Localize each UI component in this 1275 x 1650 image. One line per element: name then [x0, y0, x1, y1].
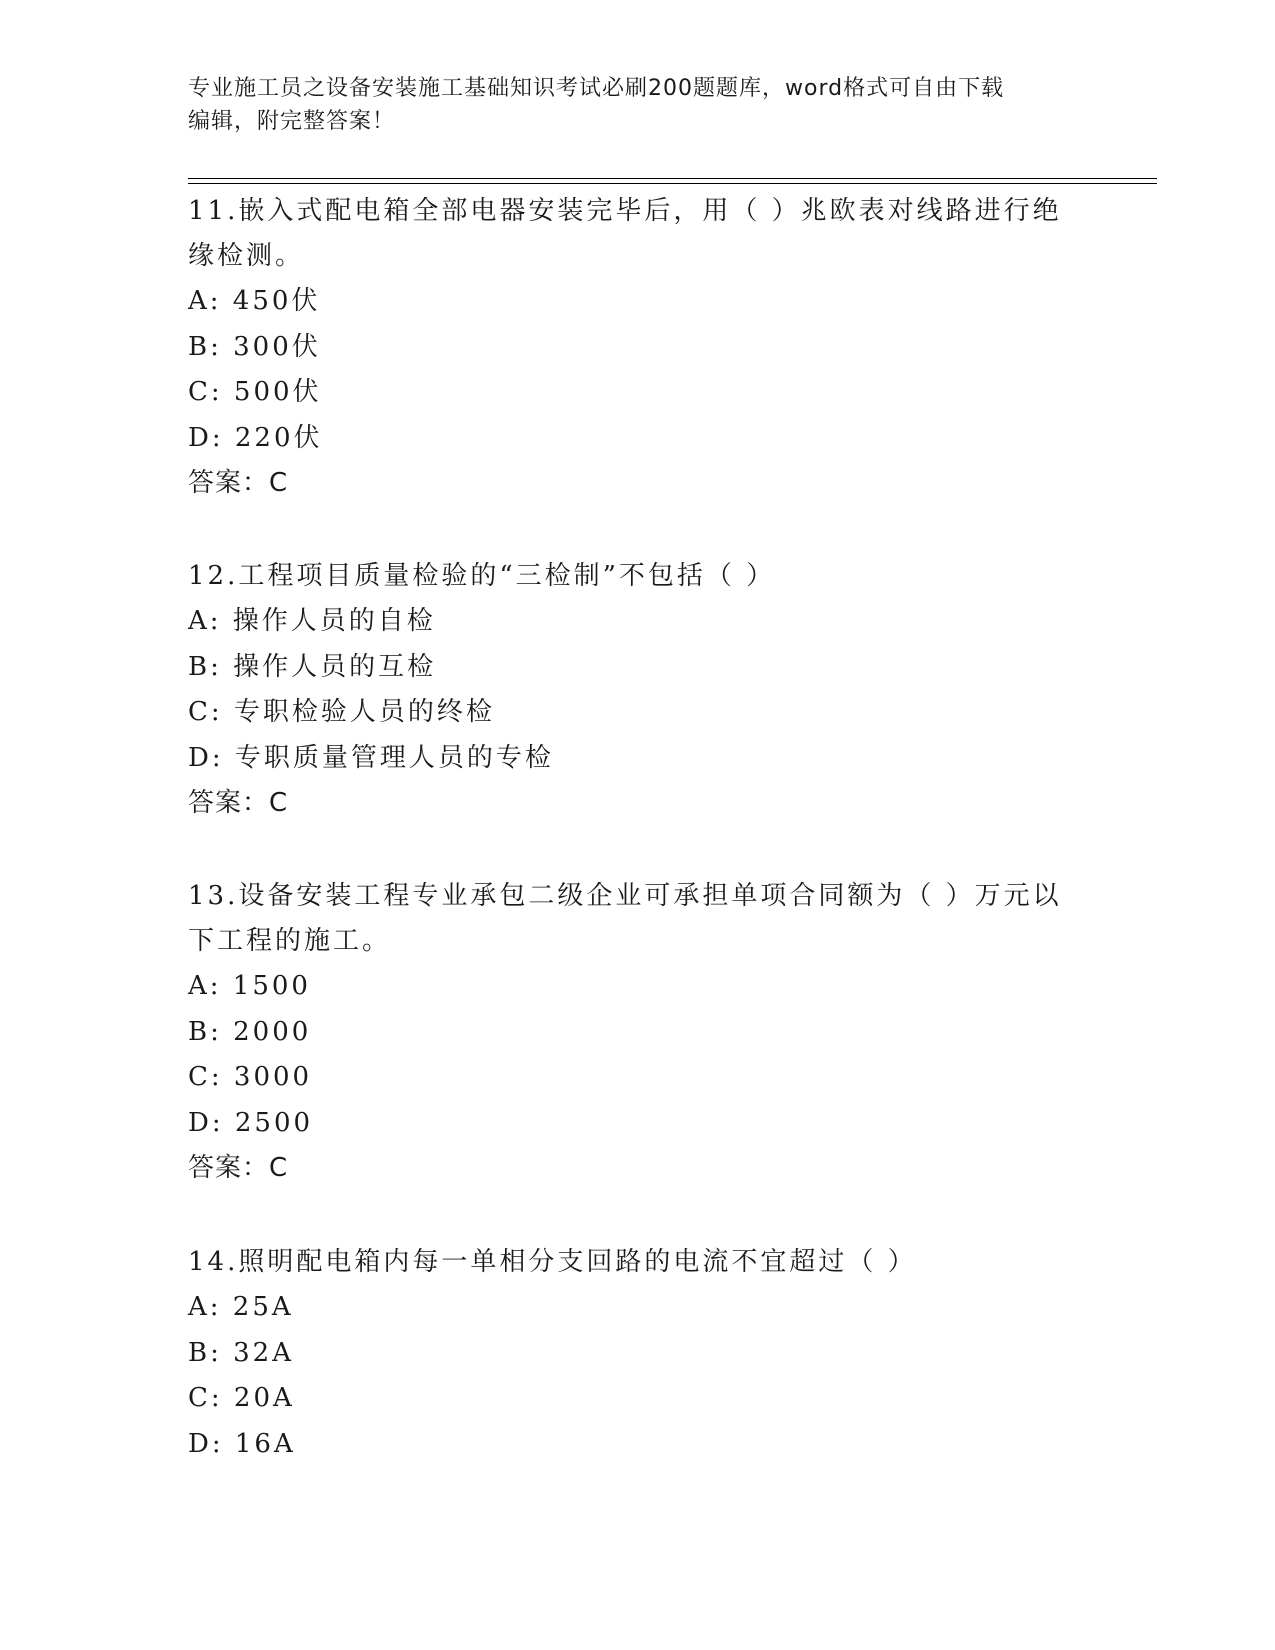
question-stem-continued: 下工程的施工。 — [188, 926, 392, 956]
question-stem: 13.设备安装工程专业承包二级企业可承担单项合同额为（ ）万元以 — [188, 881, 1062, 911]
question-12 — [188, 554, 1088, 826]
answer: 答案：C — [188, 1153, 289, 1183]
option-b: B: 32A — [188, 1337, 294, 1368]
header-divider-bottom — [188, 183, 1157, 184]
option-b: B: 操作人员的互检 — [188, 651, 437, 682]
question-stem: 11.嵌入式配电箱全部电器安装完毕后，用（ ）兆欧表对线路进行绝 — [188, 196, 1062, 226]
option-c: C: 3000 — [188, 1062, 313, 1092]
option-b: B: 300伏 — [188, 331, 321, 362]
question-14 — [188, 1240, 1088, 1467]
option-d: D: 2500 — [188, 1107, 314, 1138]
option-a: A: 25A — [188, 1292, 294, 1322]
option-a: A: 1500 — [188, 971, 311, 1001]
option-a: A: 操作人员的自检 — [188, 606, 436, 636]
option-d: D: 16A — [188, 1428, 296, 1459]
question-13 — [188, 874, 1088, 1191]
header-divider-top — [188, 178, 1157, 179]
question-stem: 12.工程项目质量检验的“三检制”不包括（ ） — [188, 561, 776, 591]
header-title-line2: 编辑，附完整答案！ — [188, 109, 396, 134]
document-header — [188, 72, 1088, 138]
option-d: D: 专职质量管理人员的专检 — [188, 742, 554, 773]
option-c: C: 500伏 — [188, 377, 322, 407]
question-11 — [188, 189, 1088, 506]
option-b: B: 2000 — [188, 1016, 312, 1047]
answer: 答案：C — [188, 468, 289, 498]
option-c: C: 20A — [188, 1383, 295, 1413]
option-d: D: 220伏 — [188, 422, 323, 453]
question-stem: 14.照明配电箱内每一单相分支回路的电流不宜超过（ ） — [188, 1247, 917, 1277]
option-a: A: 450伏 — [188, 286, 321, 316]
answer: 答案：C — [188, 788, 289, 818]
question-stem-continued: 缘检测。 — [188, 241, 305, 271]
header-title-line1: 专业施工员之设备安装施工基础知识考试必刷200题题库，word格式可自由下载 — [188, 76, 1005, 101]
option-c: C: 专职检验人员的终检 — [188, 697, 495, 727]
